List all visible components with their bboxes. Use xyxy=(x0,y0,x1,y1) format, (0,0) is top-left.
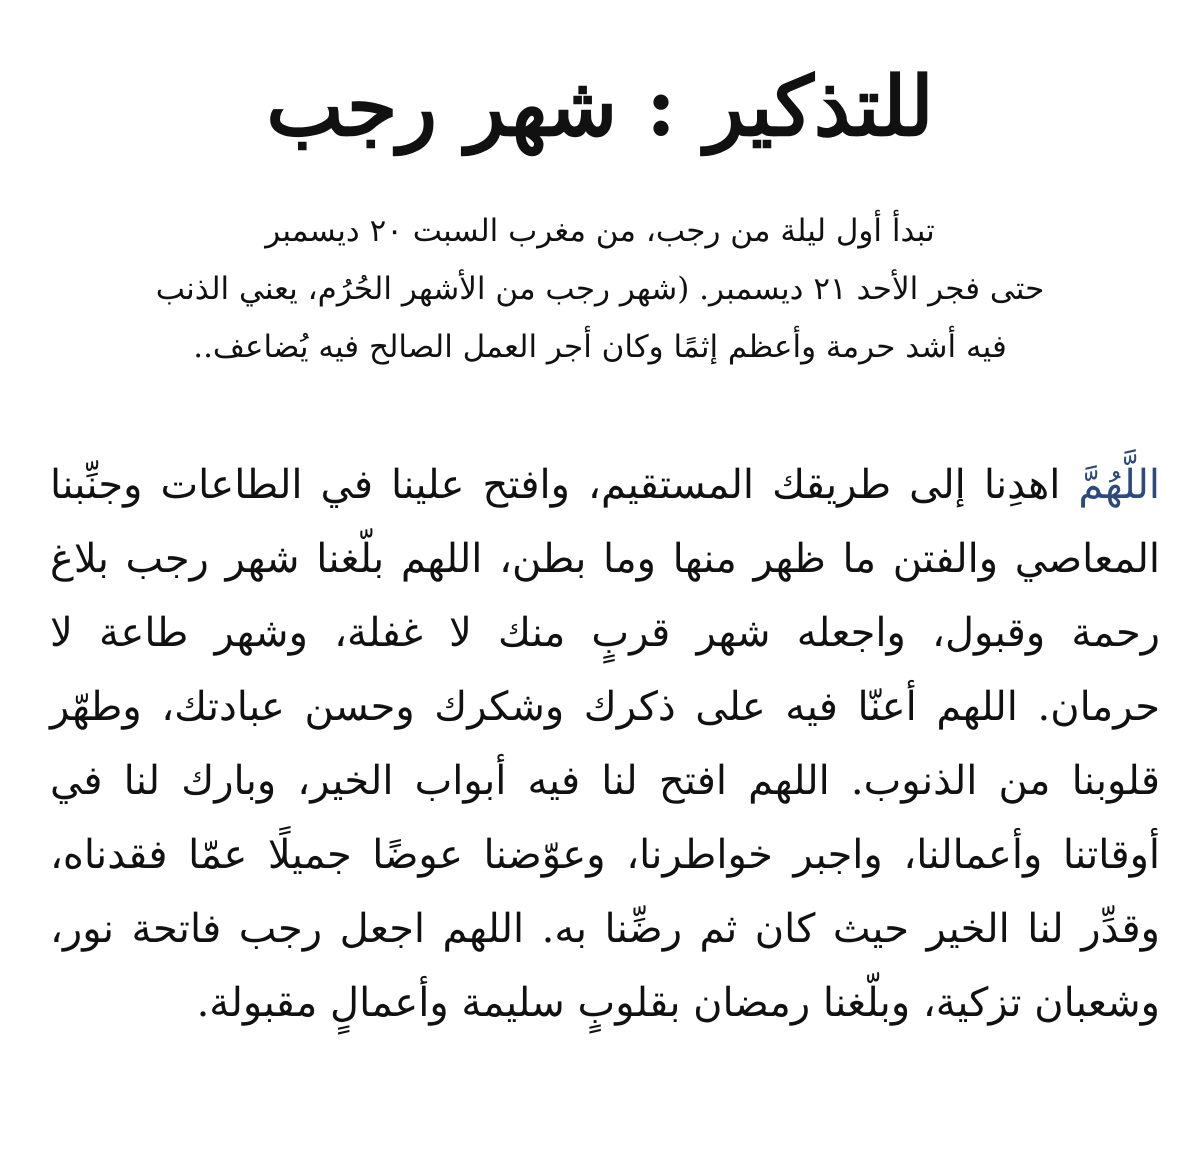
prayer-opening-word: اللَّهُمَّ xyxy=(1078,462,1160,508)
intro-paragraph xyxy=(60,202,1140,376)
prayer-opening-text: اهدِنا إلى طريقك المستقيم، وافتح علينا في الطاعات وجنِّبنا xyxy=(50,462,1079,508)
intro-line: فيه أشد حرمة وأعظم إثمًا وكان أجر العمل الصالح فيه يُضاعف.. xyxy=(193,329,1007,365)
prayer-paragraph xyxy=(50,448,1160,1040)
prayer-line: قلوبنا من الذنوب. اللهم افتح لنا فيه أبواب الخير، وبارك لنا في xyxy=(50,758,1160,804)
prayer-line: رحمة وقبول، واجعله شهر قربٍ منك لا غفلة، وشهر طاعة لا xyxy=(50,610,1160,656)
page-title: للتذكير : شهر رجب xyxy=(266,59,934,155)
prayer-line: وشعبان تزكية، وبلّغنا رمضان بقلوبٍ سليمة وأعمالٍ مقبولة. xyxy=(196,980,1160,1026)
prayer-line: أوقاتنا وأعمالنا، واجبر خواطرنا، وعوّضنا عوضًا جميلًا عمّا فقدناه، xyxy=(50,832,1160,878)
prayer-line: حرمان. اللهم أعنّا فيه على ذكرك وشكرك وحسن عبادتك، وطهّر xyxy=(50,684,1160,730)
prayer-line: وقدِّر لنا الخير حيث كان ثم رضِّنا به. اللهم اجعل رجب فاتحة نور، xyxy=(50,906,1160,952)
intro-line: تبدأ أول ليلة من رجب، من مغرب السبت ٢٠ ديسمبر xyxy=(265,213,935,249)
intro-line: حتى فجر الأحد ٢١ ديسمبر. (شهر رجب من الأشهر الحُرُم، يعني الذنب xyxy=(155,271,1045,307)
prayer-line: المعاصي والفتن ما ظهر منها وما بطن، اللهم بلّغنا شهر رجب بلاغ xyxy=(50,536,1160,582)
prayer-line xyxy=(50,448,1160,522)
